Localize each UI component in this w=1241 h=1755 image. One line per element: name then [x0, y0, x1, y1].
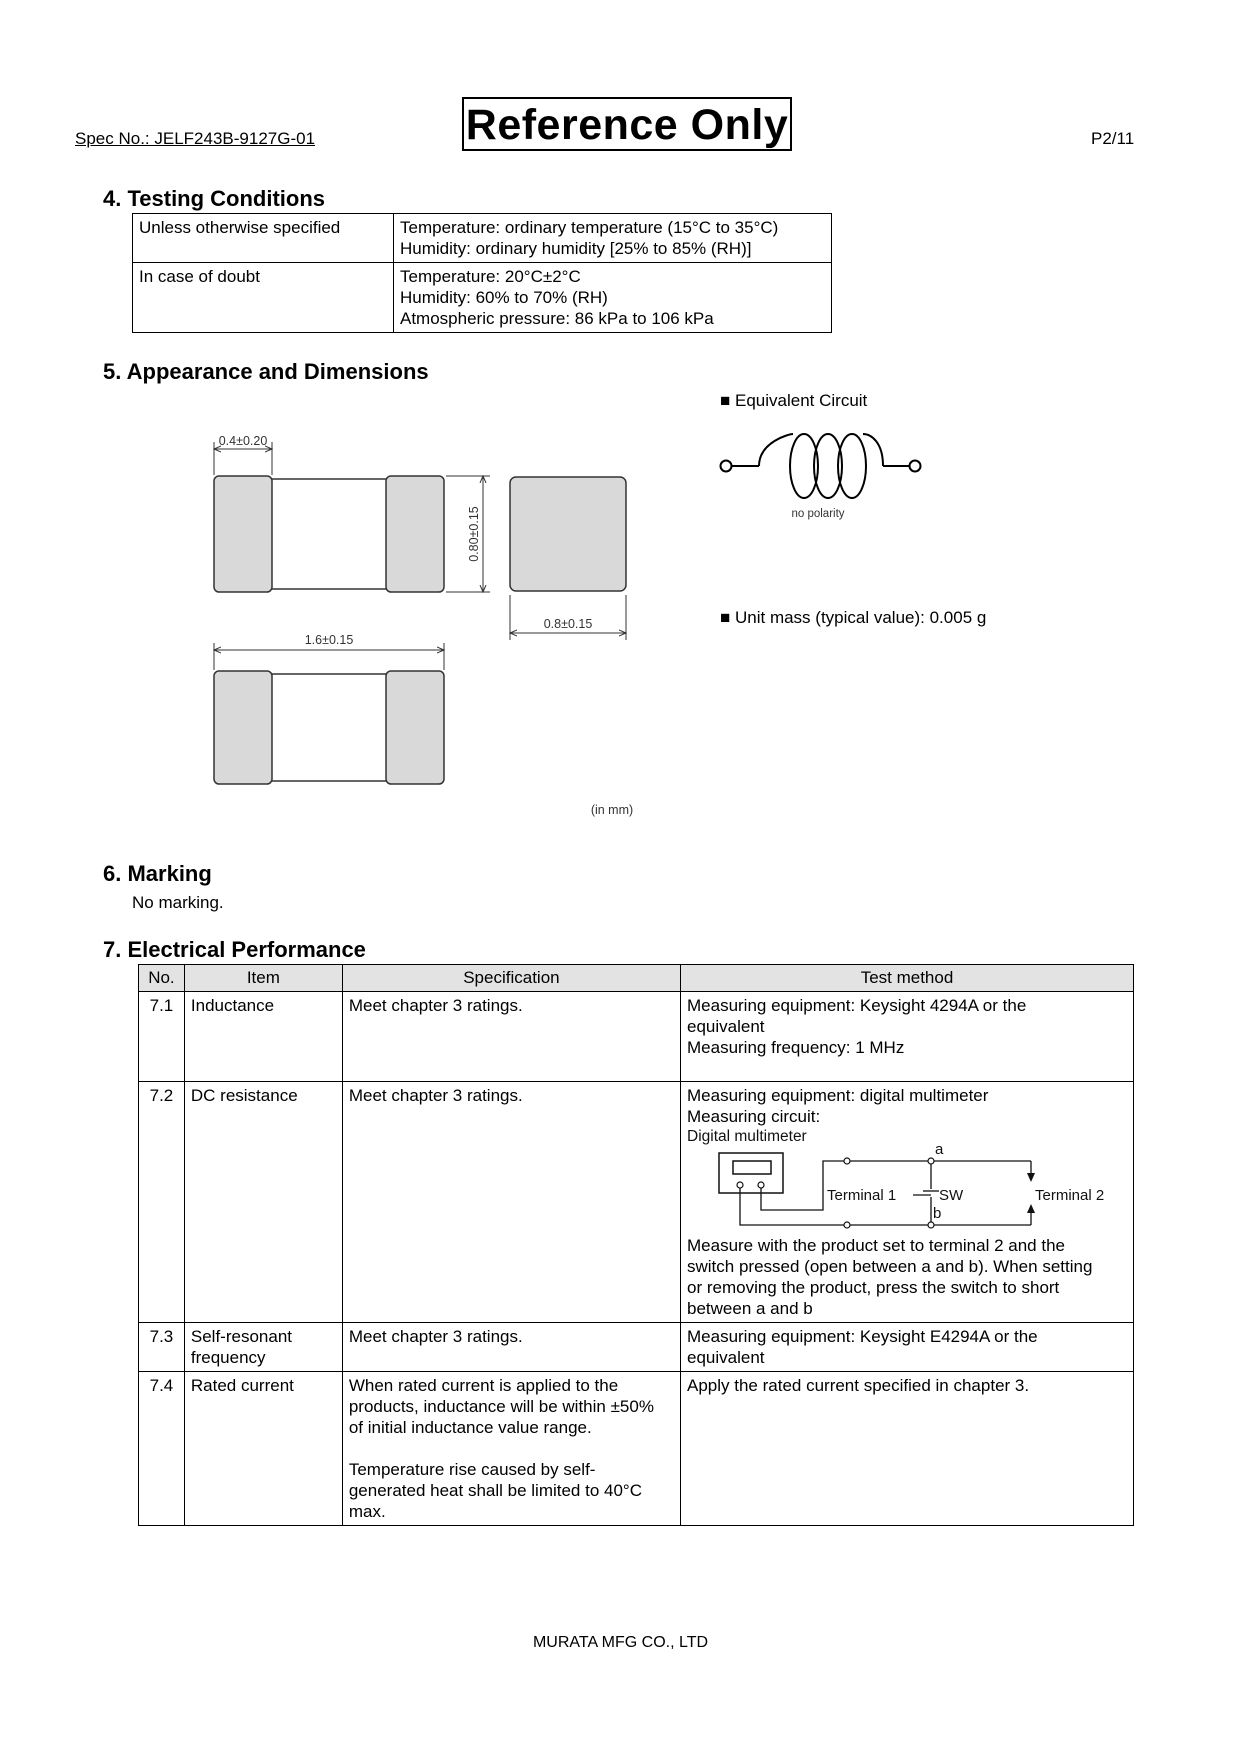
item-line: frequency: [190, 1348, 266, 1367]
row-no: 7.4: [139, 1372, 185, 1526]
length-dimension: 1.6±0.15: [304, 633, 354, 647]
switch-label: SW: [939, 1187, 964, 1204]
row-item: DC resistance: [184, 1082, 342, 1323]
electrical-performance-table: [138, 964, 1134, 1526]
row-no: 7.3: [139, 1323, 185, 1372]
spec-line: When rated current is applied to the: [348, 1376, 619, 1395]
height-dimension: 0.80±0.15: [467, 506, 481, 562]
condition-line: Atmospheric pressure: 86 kPa to 106 kPa: [400, 309, 714, 328]
width-dimension: 0.8±0.15: [543, 617, 593, 631]
node-a-label: a: [935, 1141, 944, 1158]
spec-line: Temperature rise caused by self-: [348, 1460, 596, 1479]
row-item: [184, 1323, 342, 1372]
spec-line: max.: [348, 1502, 386, 1521]
row-spec: Meet chapter 3 ratings.: [342, 992, 680, 1082]
condition-line: Humidity: 60% to 70% (RH): [400, 288, 608, 307]
node-b-label: b: [933, 1205, 942, 1222]
method-line: Measuring equipment: digital multimeter: [687, 1086, 989, 1105]
spec-line: products, inductance will be within ±50%: [348, 1397, 654, 1416]
testing-conditions-table: [132, 213, 832, 333]
table-row: [133, 214, 832, 263]
condition-line: Humidity: ordinary humidity [25% to 85% (RH)]: [400, 239, 752, 258]
method-line: or removing the product, press the switch to short: [687, 1278, 1060, 1297]
condition-value: [394, 263, 832, 333]
method-line: Measuring equipment: Keysight E4294A or the: [687, 1327, 1038, 1346]
terminal-1-label: Terminal 1: [827, 1187, 897, 1204]
unit-mass: ■ Unit mass (typical value): 0.005 g: [720, 608, 987, 627]
method-line: equivalent: [687, 1348, 765, 1367]
spec-number: Spec No.: JELF243B-9127G-01: [75, 129, 316, 148]
circuit-meter-label: Digital multimeter: [687, 1128, 807, 1145]
row-no: 7.1: [139, 992, 185, 1082]
method-line: Measuring frequency: 1 MHz: [687, 1038, 905, 1057]
method-line: switch pressed (open between a and b). When setting: [687, 1257, 1093, 1276]
electrode-dimension: 0.4±0.20: [218, 434, 268, 448]
condition-value: [394, 214, 832, 263]
col-item: Item: [184, 965, 342, 992]
row-spec: Meet chapter 3 ratings.: [342, 1082, 680, 1323]
col-no: No.: [139, 965, 185, 992]
footer-company: MURATA MFG CO., LTD: [532, 1634, 709, 1651]
table-row: [139, 1082, 1134, 1323]
row-item: Inductance: [184, 992, 342, 1082]
measuring-circuit-diagram: [687, 1127, 1127, 1235]
dimension-drawing: [200, 425, 650, 825]
row-spec: Meet chapter 3 ratings.: [342, 1323, 680, 1372]
equivalent-circuit-diagram: [715, 420, 935, 530]
top-view: [214, 476, 444, 592]
row-method: Apply the rated current specified in chapter 3.: [681, 1372, 1134, 1526]
table-row: [139, 992, 1134, 1082]
method-line: Measure with the product set to terminal 2 and the: [687, 1236, 1065, 1255]
unit-note: (in mm): [590, 803, 634, 817]
table-row: [139, 1323, 1134, 1372]
col-specification: Specification: [342, 965, 680, 992]
row-method: [681, 1323, 1134, 1372]
method-line: Measuring circuit:: [687, 1107, 821, 1126]
col-test-method: Test method: [681, 965, 1134, 992]
equivalent-circuit-label: ■ Equivalent Circuit: [720, 391, 868, 410]
method-line: equivalent: [687, 1017, 765, 1036]
item-line: Self-resonant: [190, 1327, 293, 1346]
section-5-title: 5. Appearance and Dimensions: [103, 359, 429, 384]
table-header-row: [139, 965, 1134, 992]
spec-line: generated heat shall be limited to 40°C: [348, 1481, 642, 1500]
bottom-view: [214, 671, 444, 784]
terminal-2-label: Terminal 2: [1035, 1187, 1105, 1204]
no-polarity-note: no polarity: [791, 508, 845, 520]
section-4-title: 4. Testing Conditions: [103, 186, 326, 211]
row-method: [681, 1082, 1134, 1323]
side-view: [510, 477, 626, 591]
condition-line: Temperature: 20°C±2°C: [400, 267, 581, 286]
spacer: [349, 1438, 674, 1459]
table-row: [139, 1372, 1134, 1526]
reference-only-stamp: Reference Only: [462, 97, 792, 151]
method-line: between a and b: [687, 1299, 813, 1318]
condition-label: In case of doubt: [133, 263, 394, 333]
page-number: P2/11: [1091, 129, 1135, 148]
row-no: 7.2: [139, 1082, 185, 1323]
spec-line: of initial inductance value range.: [348, 1418, 592, 1437]
section-7-title: 7. Electrical Performance: [103, 937, 366, 962]
marking-text: No marking.: [132, 893, 224, 912]
method-line: Measuring equipment: Keysight 4294A or the: [687, 996, 1027, 1015]
condition-line: Temperature: ordinary temperature (15°C to 35°C): [400, 218, 779, 237]
row-spec: [342, 1372, 680, 1526]
row-item: Rated current: [184, 1372, 342, 1526]
condition-label: Unless otherwise specified: [133, 214, 394, 263]
section-6-title: 6. Marking: [103, 861, 212, 886]
table-row: [133, 263, 832, 333]
row-method: [681, 992, 1134, 1082]
